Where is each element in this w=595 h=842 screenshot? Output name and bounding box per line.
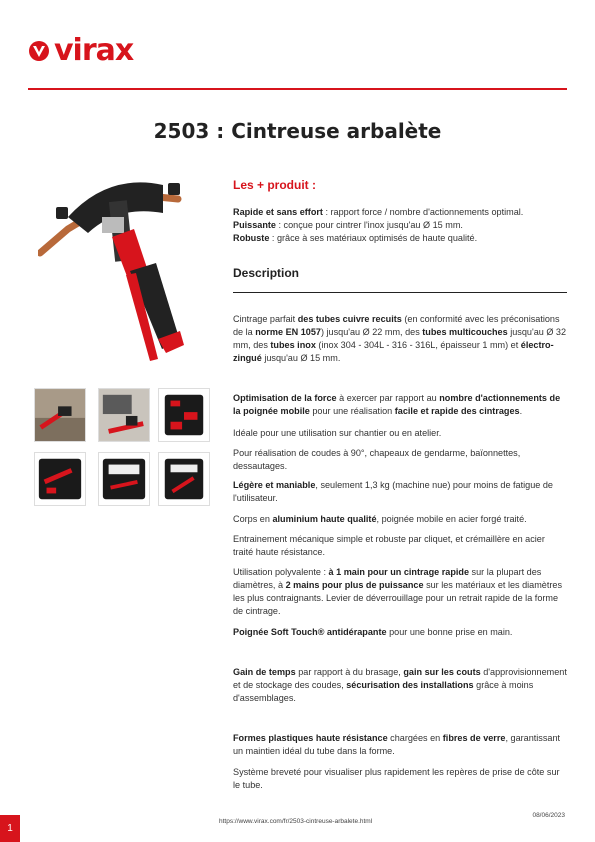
virax-logo <box>28 31 160 71</box>
description-paragraph-2: Optimisation de la force à exercer par rapport au nombre d'actionnements de la poignée mobile pour une réalisation facile et rapide des cintrages. <box>233 393 561 416</box>
description-rule <box>233 292 567 293</box>
thumbnail-2[interactable] <box>98 388 150 442</box>
plus-list <box>233 206 567 245</box>
description-paragraph-1: Cintrage parfait des tubes cuivre recuits (en conformité avec les préconisations de la norme EN 1057) jusqu'au Ø 22 mm, des tubes multicouches jusqu'au Ø 32 mm, des tubes inox (inox 304 - 304L - 316 - 316L, épaisseur 1 mm) et électro-zingué jusqu'au Ø 15 mm. <box>233 314 567 363</box>
plus-item: Puissante : conçue pour cintrer l'inox jusqu'au Ø 15 mm. <box>233 220 463 230</box>
description-paragraph-4: Pour réalisation de coudes à 90°, chapeaux de gendarme, baïonnettes, dessautages. <box>233 448 521 471</box>
description-paragraph-8: Utilisation polyvalente : à 1 main pour un cintrage rapide sur la plupart des diamètres, à 2 mains pour plus de puissance sur les matériaux et les diamètres les plus contraignants. Levier de déverrouillage pour un retrait rapide de la forme de cintrage. <box>233 567 563 616</box>
thumbnail-4[interactable] <box>34 452 86 506</box>
description-paragraph-5: Légère et maniable, seulement 1,3 kg (machine nue) pour moins de fatigue de l'utilisateur. <box>233 480 553 503</box>
virax-v-icon <box>28 40 50 62</box>
description-paragraph-7: Entrainement mécanique simple et robuste par cliquet, et crémaillère en acier traité haute résistance. <box>233 534 545 557</box>
footer-date: 08/06/2023 <box>532 812 565 819</box>
plus-heading: Les + produit : <box>233 178 317 192</box>
product-image <box>38 171 218 366</box>
thumbnail-5[interactable] <box>98 452 150 506</box>
thumbnail-6[interactable] <box>158 452 210 506</box>
description-paragraph-11: Formes plastiques haute résistance chargées en fibres de verre, garantissant un maintien idéal du tube dans la forme. <box>233 733 561 756</box>
plus-item: Rapide et sans effort : rapport force / nombre d'actionnements optimal. <box>233 207 524 217</box>
thumbnail-3[interactable] <box>158 388 210 442</box>
thumbnail-1[interactable] <box>34 388 86 442</box>
description-paragraph-6: Corps en aluminium haute qualité, poignée mobile en acier forgé traité. <box>233 514 527 524</box>
description-paragraph-12: Système breveté pour visualiser plus rapidement les repères de prise de côte sur le tube. <box>233 767 560 790</box>
description-heading: Description <box>233 266 300 280</box>
header-rule <box>28 88 567 90</box>
description-paragraph-9: Poignée Soft Touch® antidérapante pour une bonne prise en main. <box>233 627 513 637</box>
brand-name: virax <box>54 33 134 68</box>
page-number: 1 <box>0 815 20 842</box>
footer-url[interactable]: https://www.virax.com/fr/2503-cintreuse-arbalete.html <box>219 818 373 825</box>
page-title: 2503 : Cintreuse arbalète <box>153 119 442 143</box>
plus-item: Robuste : grâce à ses matériaux optimisés de haute qualité. <box>233 233 478 243</box>
description-paragraph-10: Gain de temps par rapport à du brasage, gain sur les couts d'approvisionnement et de stockage des coudes, sécurisation des installations grâce à moins d'assemblages. <box>233 667 567 703</box>
description-paragraph-3: Idéale pour une utilisation sur chantier ou en atelier. <box>233 428 442 438</box>
